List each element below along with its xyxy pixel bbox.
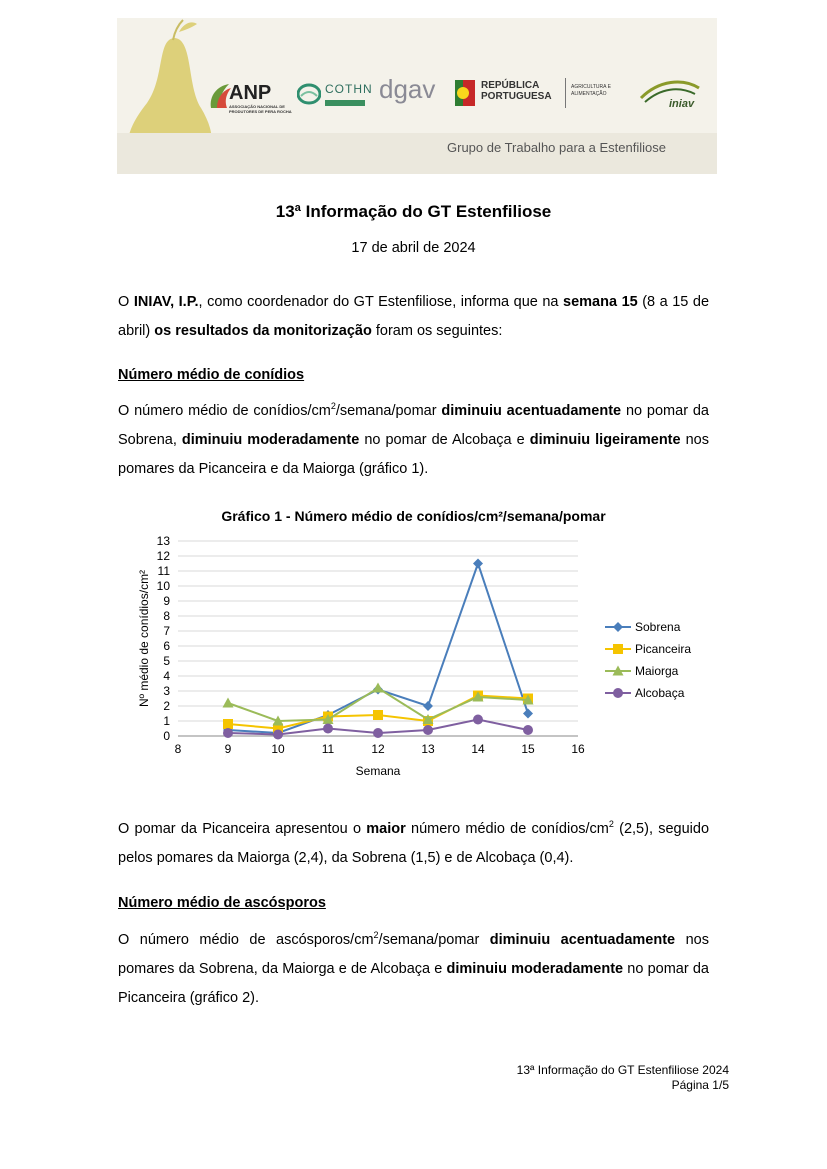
dgav-logo-text: dgav [379,74,436,104]
agricultura-alimentacao-text: AGRICULTURA E ALIMENTAÇÃO [571,84,611,97]
republica-portuguesa-text: REPÚBLICA PORTUGUESA [481,80,552,102]
y-tick-label: 11 [157,564,170,578]
data-point-maiorga [223,698,234,708]
data-point-alcobaca [273,730,283,740]
partner-logos [207,76,712,116]
page-footer [517,1063,729,1093]
ascosporos-summary-paragraph: O número médio de ascósporos/$cm^2/semana$/pomar diminuiu acentuadamente nos pomares da Sobrena, da Maiorga e de Alcobaça e diminuiu moderadamente no pomar da Picanceira (gráfico 2). [118,930,709,1006]
data-point-alcobaca [373,728,383,738]
intro-paragraph: O INIAV, I.P., como coordenador do GT Estenfiliose, informa que na semana 15 (8 a 15 de abril) os resultados da monitorização foram os seguintes: [118,294,710,339]
x-tick-label: 11 [321,742,335,756]
legend-label-picanceira: Picanceira [635,642,692,656]
y-tick-label: 8 [163,609,170,623]
x-tick-label: 13 [421,742,435,756]
y-tick-label: 1 [163,714,170,728]
cothn-logo-text: COTHN [325,82,373,96]
y-tick-label: 5 [163,654,170,668]
x-tick-label: 15 [521,742,535,756]
conidios-ranking-paragraph: O pomar da Picanceira apresentou o maior número médio de conídios/$cm^2$ (2,5), seguido pelos pomares da Maiorga (2,4), da Sobrena (1,5) e de Alcobaça (0,4). [118,819,710,866]
anp-logo-subtext: ASSOCIAÇÃO NACIONAL DE PRODUTORES DE PERA ROCHA [229,104,292,114]
iniav-logo-text: iniav [669,98,695,110]
legend-label-maiorga: Maiorga [635,664,679,678]
data-point-maiorga [373,683,384,693]
x-tick-label: 8 [174,742,182,756]
conidios-line-chart [118,530,709,790]
anp-logo-text: ANP [229,82,272,104]
y-axis-label: Nº médio de conídios/cm² [137,569,151,708]
x-tick-label: 16 [571,742,585,756]
document-date: 17 de abril de 2024 [351,240,476,256]
footer-document-name: 13ª Informação do GT Estenfiliose 2024 [516,1063,729,1077]
cothn-emblem-icon [297,82,321,106]
y-tick-label: 3 [163,684,170,698]
section-heading-ascosporos: Número médio de ascósporos [118,895,326,911]
y-tick-label: 13 [156,534,170,548]
y-tick-label: 6 [163,639,170,653]
conidios-summary-paragraph: O número médio de conídios/$cm^2/semana$/pomar diminuiu acentuadamente no pomar da Sobrena, diminuiu moderadamente no pomar de Alcobaça e diminuiu ligeiramente nos pomares da Picanceira e da Maiorga (gráfico 1). [118,401,709,477]
legend-label-sobrena: Sobrena [635,620,681,634]
y-tick-label: 10 [156,579,170,593]
data-point-alcobaca [323,724,333,734]
x-tick-label: 10 [271,742,285,756]
x-tick-label: 14 [471,742,485,756]
dgav-logo [379,76,439,116]
y-tick-label: 2 [163,699,170,713]
data-point-picanceira [373,710,383,720]
y-tick-label: 9 [163,594,170,608]
banner-tagline: Grupo de Trabalho para a Estenfiliose [447,140,666,155]
data-point-alcobaca [473,715,483,725]
y-tick-label: 4 [163,669,170,683]
data-point-alcobaca [223,728,233,738]
x-tick-label: 9 [224,742,232,756]
iniav-logo [639,76,709,116]
republica-portuguesa-logo [455,76,625,116]
legend-marker-sobrena [613,622,623,632]
x-tick-label: 12 [371,742,385,756]
y-tick-label: 12 [156,549,170,563]
legend-marker-alcobaca [613,688,623,698]
cothn-logo [297,76,372,116]
data-point-alcobaca [523,725,533,735]
chart-title: Gráfico 1 - Número médio de conídios/cm²/semana/pomar [221,508,606,524]
data-point-sobrena [473,559,483,569]
data-point-picanceira [223,719,233,729]
legend-label-alcobaca: Alcobaça [635,686,685,700]
header-banner [117,18,717,174]
y-tick-label: 7 [163,624,170,638]
x-axis-label: Semana [355,764,401,778]
section-heading-conidios: Número médio de conídios [118,367,305,383]
anp-logo [207,76,302,116]
coat-of-arms-icon [455,80,475,106]
data-point-sobrena [523,709,533,719]
series-line-sobrena [228,564,528,734]
data-point-alcobaca [423,725,433,735]
footer-page-number: Página 1/5 [671,1078,729,1092]
legend-marker-picanceira [613,644,623,654]
y-tick-label: 0 [163,729,170,743]
data-point-sobrena [423,701,433,711]
document-title: 13ª Informação do GT Estenfiliose [275,202,552,221]
